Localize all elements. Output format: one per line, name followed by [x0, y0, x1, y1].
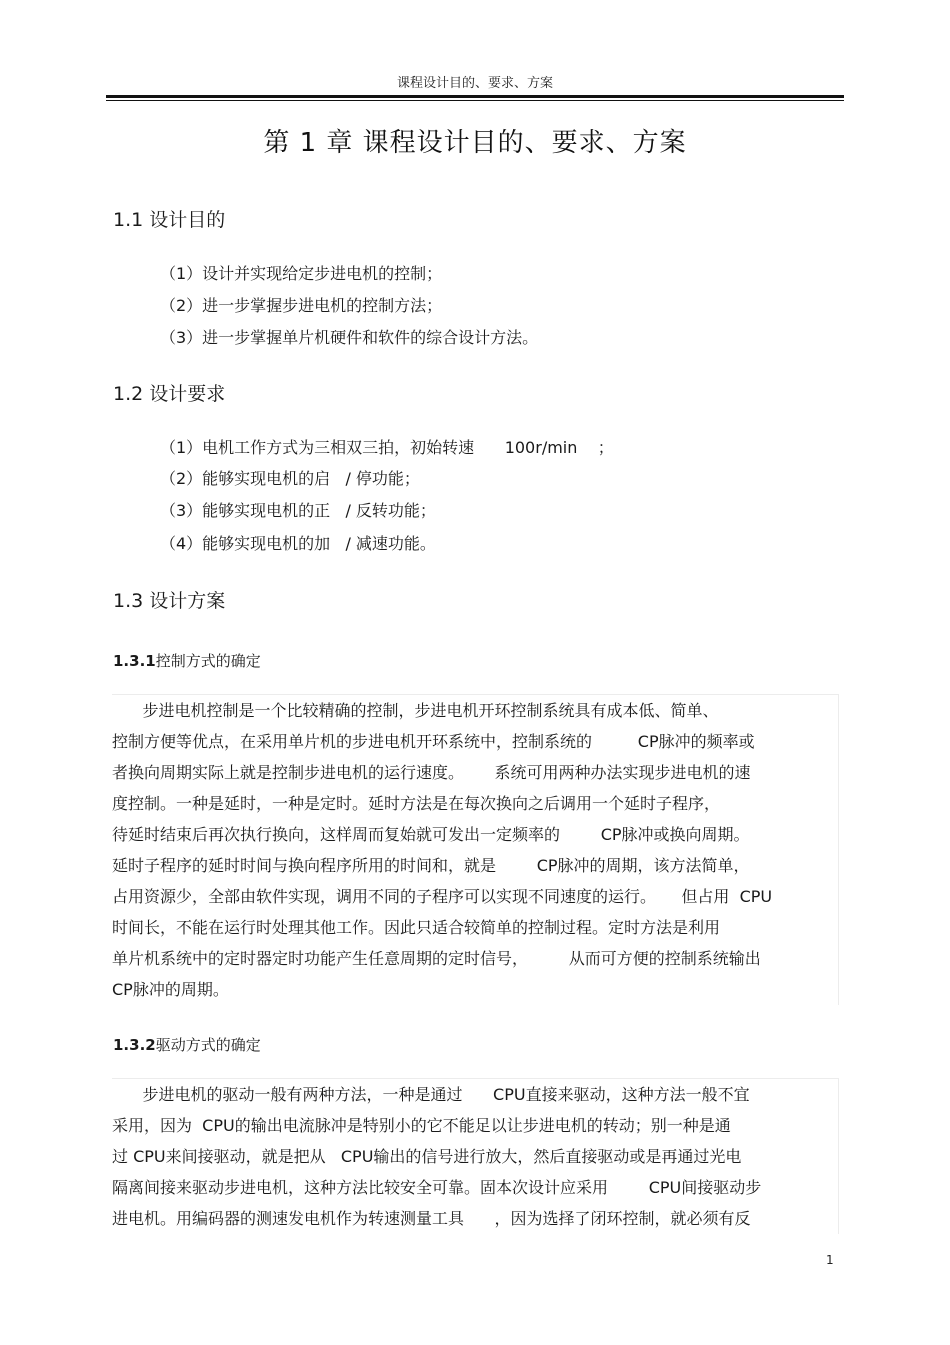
section-heading-1-1: 1.1 设计目的	[113, 209, 226, 231]
paragraph-line: 延时子程序的延时时间与换向程序所用的时间和，就是 CP脉冲的周期，该方法简单，	[112, 856, 750, 875]
paragraph-line: 步进电机控制是一个比较精确的控制，步进电机开环控制系统具有成本低、简单、	[112, 701, 719, 720]
paragraph-line: 过 CPU来间接驱动，就是把从 CPU输出的信号进行放大，然后直接驱动或是再通过光电	[112, 1147, 742, 1166]
header-rule-thin	[106, 100, 844, 101]
list-item: （1）设计并实现给定步进电机的控制；	[160, 264, 443, 283]
paragraph-line: 时间长，不能在运行时处理其他工作。因此只适合较简单的控制过程。定时方法是利用	[112, 918, 721, 937]
paragraph-line: 待延时结束后再次执行换向，这样周而复始就可发出一定频率的 CP脉冲或换向周期。	[112, 825, 750, 844]
subsection-heading-1-3-1	[113, 650, 261, 671]
paragraph-line: 单片机系统中的定时器定时功能产生任意周期的定时信号， 从而可方便的控制系统输出	[112, 949, 761, 968]
paragraph-line: 度控制。一种是延时，一种是定时。延时方法是在每次换向之后调用一个延时子程序，	[112, 794, 721, 813]
paragraph-line: 控制方便等优点，在采用单片机的步进电机开环系统中，控制系统的 CP脉冲的频率或	[112, 732, 755, 751]
subsection-number: 1.3.1	[113, 652, 156, 670]
paragraph-control-method	[112, 694, 839, 1005]
subsection-title: 驱动方式的确定	[155, 1036, 261, 1054]
paragraph-line: 步进电机的驱动一般有两种方法，一种是通过 CPU直接来驱动，这种方法一般不宜	[112, 1085, 750, 1104]
list-item: （2）能够实现电机的启 / 停功能；	[160, 469, 420, 488]
list-item: （4）能够实现电机的加 / 减速功能。	[160, 534, 436, 553]
running-header: 课程设计目的、要求、方案	[396, 76, 553, 91]
list-item: （3）能够实现电机的正 / 反转功能；	[160, 501, 436, 520]
section-heading-1-2: 1.2 设计要求	[113, 383, 226, 405]
list-item: （3）进一步掌握单片机硬件和软件的综合设计方法。	[160, 328, 539, 347]
page-number: 1	[826, 1253, 834, 1267]
paragraph-line: 占用资源少，全部由软件实现，调用不同的子程序可以实现不同速度的运行。 但占用 CPU	[112, 887, 773, 906]
paragraph-line: CP脉冲的周期。	[112, 980, 229, 999]
paragraph-line: 采用，因为 CPU的输出电流脉冲是特别小的它不能足以让步进电机的转动；别一种是通	[112, 1116, 731, 1135]
section-heading-1-3: 1.3 设计方案	[113, 590, 226, 612]
paragraph-drive-method	[112, 1078, 839, 1234]
header-rule-thick	[106, 95, 844, 98]
subsection-number: 1.3.2	[113, 1036, 156, 1054]
paragraph-line: 进电机。用编码器的测速发电机作为转速测量工具 ，因为选择了闭环控制，就必须有反	[112, 1209, 751, 1228]
list-item: （1）电机工作方式为三相双三拍，初始转速 100r/min ；	[160, 438, 614, 457]
subsection-title: 控制方式的确定	[155, 652, 261, 670]
subsection-heading-1-3-2	[113, 1034, 261, 1055]
list-item: （2）进一步掌握步进电机的控制方法；	[160, 296, 443, 315]
paragraph-line: 隔离间接来驱动步进电机，这种方法比较安全可靠。固本次设计应采用 CPU间接驱动步	[112, 1178, 762, 1197]
chapter-title: 第 1 章 课程设计目的、要求、方案	[263, 128, 687, 158]
paragraph-line: 者换向周期实际上就是控制步进电机的运行速度。 系统可用两种办法实现步进电机的速	[112, 763, 751, 782]
